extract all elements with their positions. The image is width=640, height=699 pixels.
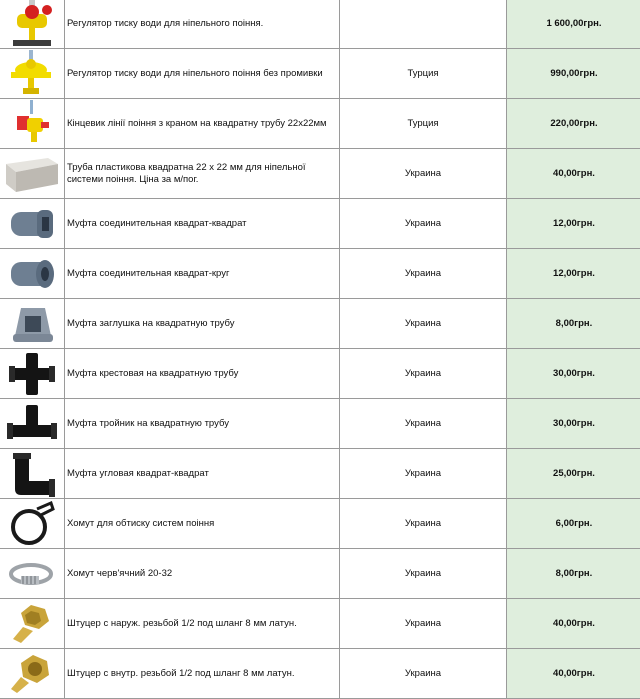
product-price: 990,00грн. <box>507 49 640 99</box>
product-name: Труба пластикова квадратна 22 х 22 мм для нiпельної системи поiння. Цiна за м/пог. <box>65 149 340 199</box>
table-row <box>0 499 640 549</box>
table-row <box>0 249 640 299</box>
pipe-clamp-icon <box>7 501 57 547</box>
product-name: Штуцер с наруж. резьбой 1/2 под шланг 8 мм латун. <box>65 599 340 649</box>
product-image-cell <box>0 399 65 449</box>
product-image-cell <box>0 649 65 699</box>
product-price: 40,00грн. <box>507 149 640 199</box>
product-price: 1 600,00грн. <box>507 0 640 49</box>
product-origin: Украина <box>340 299 507 349</box>
product-price: 8,00грн. <box>507 549 640 599</box>
product-name: Хомут черв'ячний 20-32 <box>65 549 340 599</box>
product-image-cell <box>0 249 65 299</box>
table-row <box>0 99 640 149</box>
product-name: Муфта соединительная квадрат-квадрат <box>65 199 340 249</box>
product-name: Штуцер с внутр. резьбой 1/2 под шланг 8 мм латун. <box>65 649 340 699</box>
table-row <box>0 49 640 99</box>
product-image-cell <box>0 349 65 399</box>
product-image-cell <box>0 199 65 249</box>
product-price: 220,00грн. <box>507 99 640 149</box>
product-origin: Турция <box>340 99 507 149</box>
coupling-square-round-icon <box>7 254 57 294</box>
pressure-regulator-yellow-icon <box>7 50 57 98</box>
product-price: 40,00грн. <box>507 599 640 649</box>
product-image-cell <box>0 99 65 149</box>
product-origin: Украина <box>340 449 507 499</box>
product-name: Кiнцевик лiнiї поiння з краном на квадратну трубу 22х22мм <box>65 99 340 149</box>
product-price: 12,00грн. <box>507 199 640 249</box>
elbow-fitting-icon <box>7 451 57 497</box>
product-name: Муфта крестовая на квадратную трубу <box>65 349 340 399</box>
product-image-cell <box>0 449 65 499</box>
product-image-cell <box>0 149 65 199</box>
tee-fitting-icon <box>7 401 57 447</box>
product-price: 12,00грн. <box>507 249 640 299</box>
product-image-cell <box>0 0 65 49</box>
product-name: Регулятор тиску води для нiпельного поiння. <box>65 0 340 49</box>
product-image-cell <box>0 299 65 349</box>
product-origin: Украина <box>340 149 507 199</box>
product-name: Муфта соединительная квадрат-круг <box>65 249 340 299</box>
product-origin: Украина <box>340 599 507 649</box>
end-cap-icon <box>7 302 57 346</box>
product-price: 25,00грн. <box>507 449 640 499</box>
product-price: 30,00грн. <box>507 349 640 399</box>
table-row <box>0 199 640 249</box>
table-row <box>0 449 640 499</box>
product-price: 8,00грн. <box>507 299 640 349</box>
product-image-cell <box>0 599 65 649</box>
worm-clamp-icon <box>7 554 57 594</box>
product-origin: Украина <box>340 499 507 549</box>
table-row <box>0 0 640 49</box>
table-row <box>0 299 640 349</box>
product-price: 40,00грн. <box>507 649 640 699</box>
product-name: Муфта заглушка на квадратную трубу <box>65 299 340 349</box>
product-origin: Украина <box>340 549 507 599</box>
square-pipe-icon <box>4 154 60 194</box>
table-row <box>0 549 640 599</box>
product-origin: Украина <box>340 249 507 299</box>
female-hose-fitting-icon <box>7 651 57 697</box>
product-name: Регулятор тиску води для нiпельного поiння без промивки <box>65 49 340 99</box>
table-row <box>0 399 640 449</box>
product-image-cell <box>0 49 65 99</box>
product-origin <box>340 0 507 49</box>
coupling-square-square-icon <box>7 204 57 244</box>
table-row <box>0 149 640 199</box>
cross-fitting-icon <box>7 351 57 397</box>
table-row <box>0 649 640 699</box>
pressure-regulator-red-icon <box>7 0 57 48</box>
product-origin: Украина <box>340 399 507 449</box>
product-image-cell <box>0 549 65 599</box>
product-origin: Украина <box>340 349 507 399</box>
product-image-cell <box>0 499 65 549</box>
product-origin: Украина <box>340 199 507 249</box>
product-price: 6,00грн. <box>507 499 640 549</box>
male-hose-fitting-icon <box>7 601 57 647</box>
table-row <box>0 349 640 399</box>
product-name: Муфта угловая квадрат-квадрат <box>65 449 340 499</box>
product-origin: Украина <box>340 649 507 699</box>
product-origin: Турция <box>340 49 507 99</box>
product-name: Муфта тройник на квадратную трубу <box>65 399 340 449</box>
product-price: 30,00грн. <box>507 399 640 449</box>
line-end-valve-icon <box>7 100 57 148</box>
table-row <box>0 599 640 649</box>
product-name: Хомут для обтиску систем поiння <box>65 499 340 549</box>
